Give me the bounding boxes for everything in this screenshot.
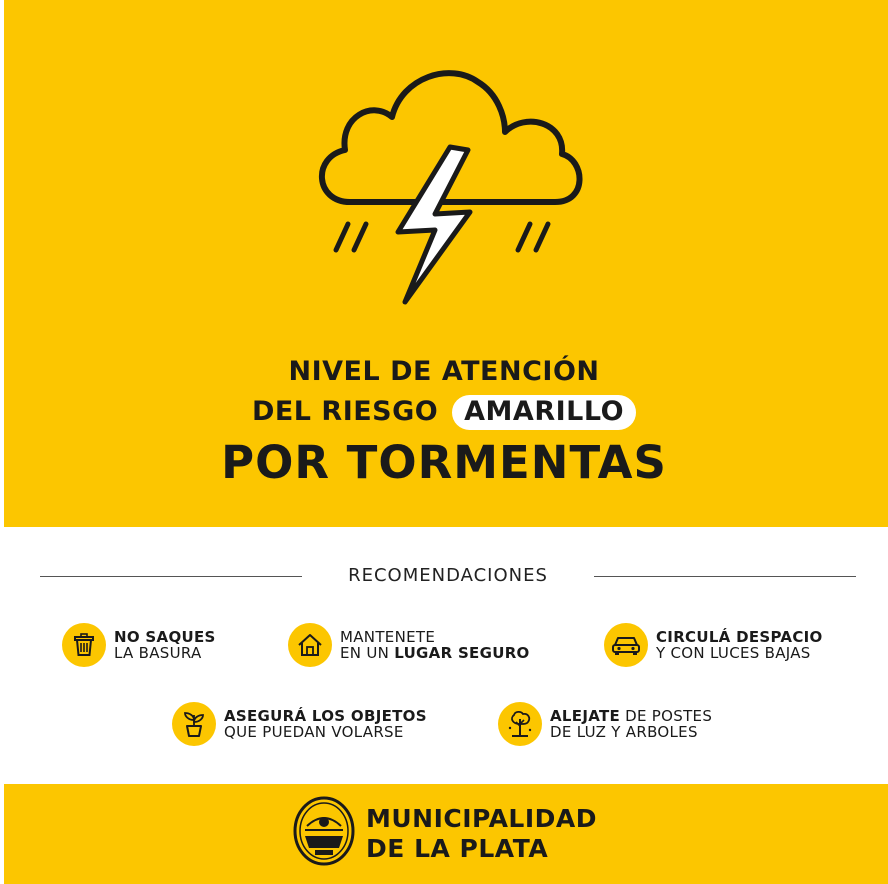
recommendation-item bbox=[498, 702, 712, 746]
recommendation-bold: ALEJATE bbox=[550, 707, 621, 725]
recommendation-rest: Y CON LUCES BAJAS bbox=[656, 644, 811, 662]
recommendation-text bbox=[224, 708, 427, 740]
recommendation-bold: LUGAR SEGURO bbox=[394, 644, 530, 662]
recommendation-bold: NO SAQUES bbox=[114, 628, 216, 646]
recommendation-bold: CIRCULÁ DESPACIO bbox=[656, 628, 823, 646]
municipality-prefix: DE bbox=[366, 834, 405, 863]
storm-cloud-icon bbox=[310, 62, 590, 312]
recommendation-line-1-rest: DE POSTES bbox=[625, 707, 713, 725]
recommendation-item bbox=[172, 702, 427, 746]
recommendation-rest: LA BASURA bbox=[114, 644, 202, 662]
municipality-city: LA PLATA bbox=[414, 834, 549, 863]
recommendation-text bbox=[550, 708, 712, 740]
tree-icon bbox=[498, 702, 542, 746]
headline-prefix: DEL RIESGO bbox=[251, 396, 439, 427]
recommendation-text bbox=[114, 629, 216, 661]
recommendation-item bbox=[604, 623, 823, 667]
headline-line-2 bbox=[0, 395, 888, 430]
house-icon bbox=[288, 623, 332, 667]
divider bbox=[594, 576, 856, 577]
municipality-line-1: MUNICIPALIDAD bbox=[366, 804, 598, 833]
recommendation-text bbox=[656, 629, 823, 661]
car-icon bbox=[604, 623, 648, 667]
recommendation-item bbox=[288, 623, 530, 667]
recommendation-bold: ASEGURÁ LOS OBJETOS bbox=[224, 707, 427, 725]
divider bbox=[40, 576, 302, 577]
headline-line-1: NIVEL DE ATENCIÓN bbox=[288, 356, 600, 387]
recommendations-title: RECOMENDACIONES bbox=[348, 565, 548, 586]
potted-plant-icon bbox=[172, 702, 216, 746]
recommendation-rest: DE LUZ Y ARBOLES bbox=[550, 723, 698, 741]
risk-level-badge: AMARILLO bbox=[452, 395, 636, 430]
headline-line-3: POR TORMENTAS bbox=[221, 436, 667, 489]
municipality-name bbox=[366, 804, 597, 864]
recommendation-text bbox=[340, 629, 530, 661]
recommendation-item bbox=[62, 623, 216, 667]
recommendation-rest: QUE PUEDAN VOLARSE bbox=[224, 723, 404, 741]
recommendation-line-1: MANTENETE bbox=[340, 628, 436, 646]
recommendation-prefix: EN UN bbox=[340, 644, 390, 662]
la-plata-seal-icon bbox=[293, 796, 355, 866]
trash-can-icon bbox=[62, 623, 106, 667]
